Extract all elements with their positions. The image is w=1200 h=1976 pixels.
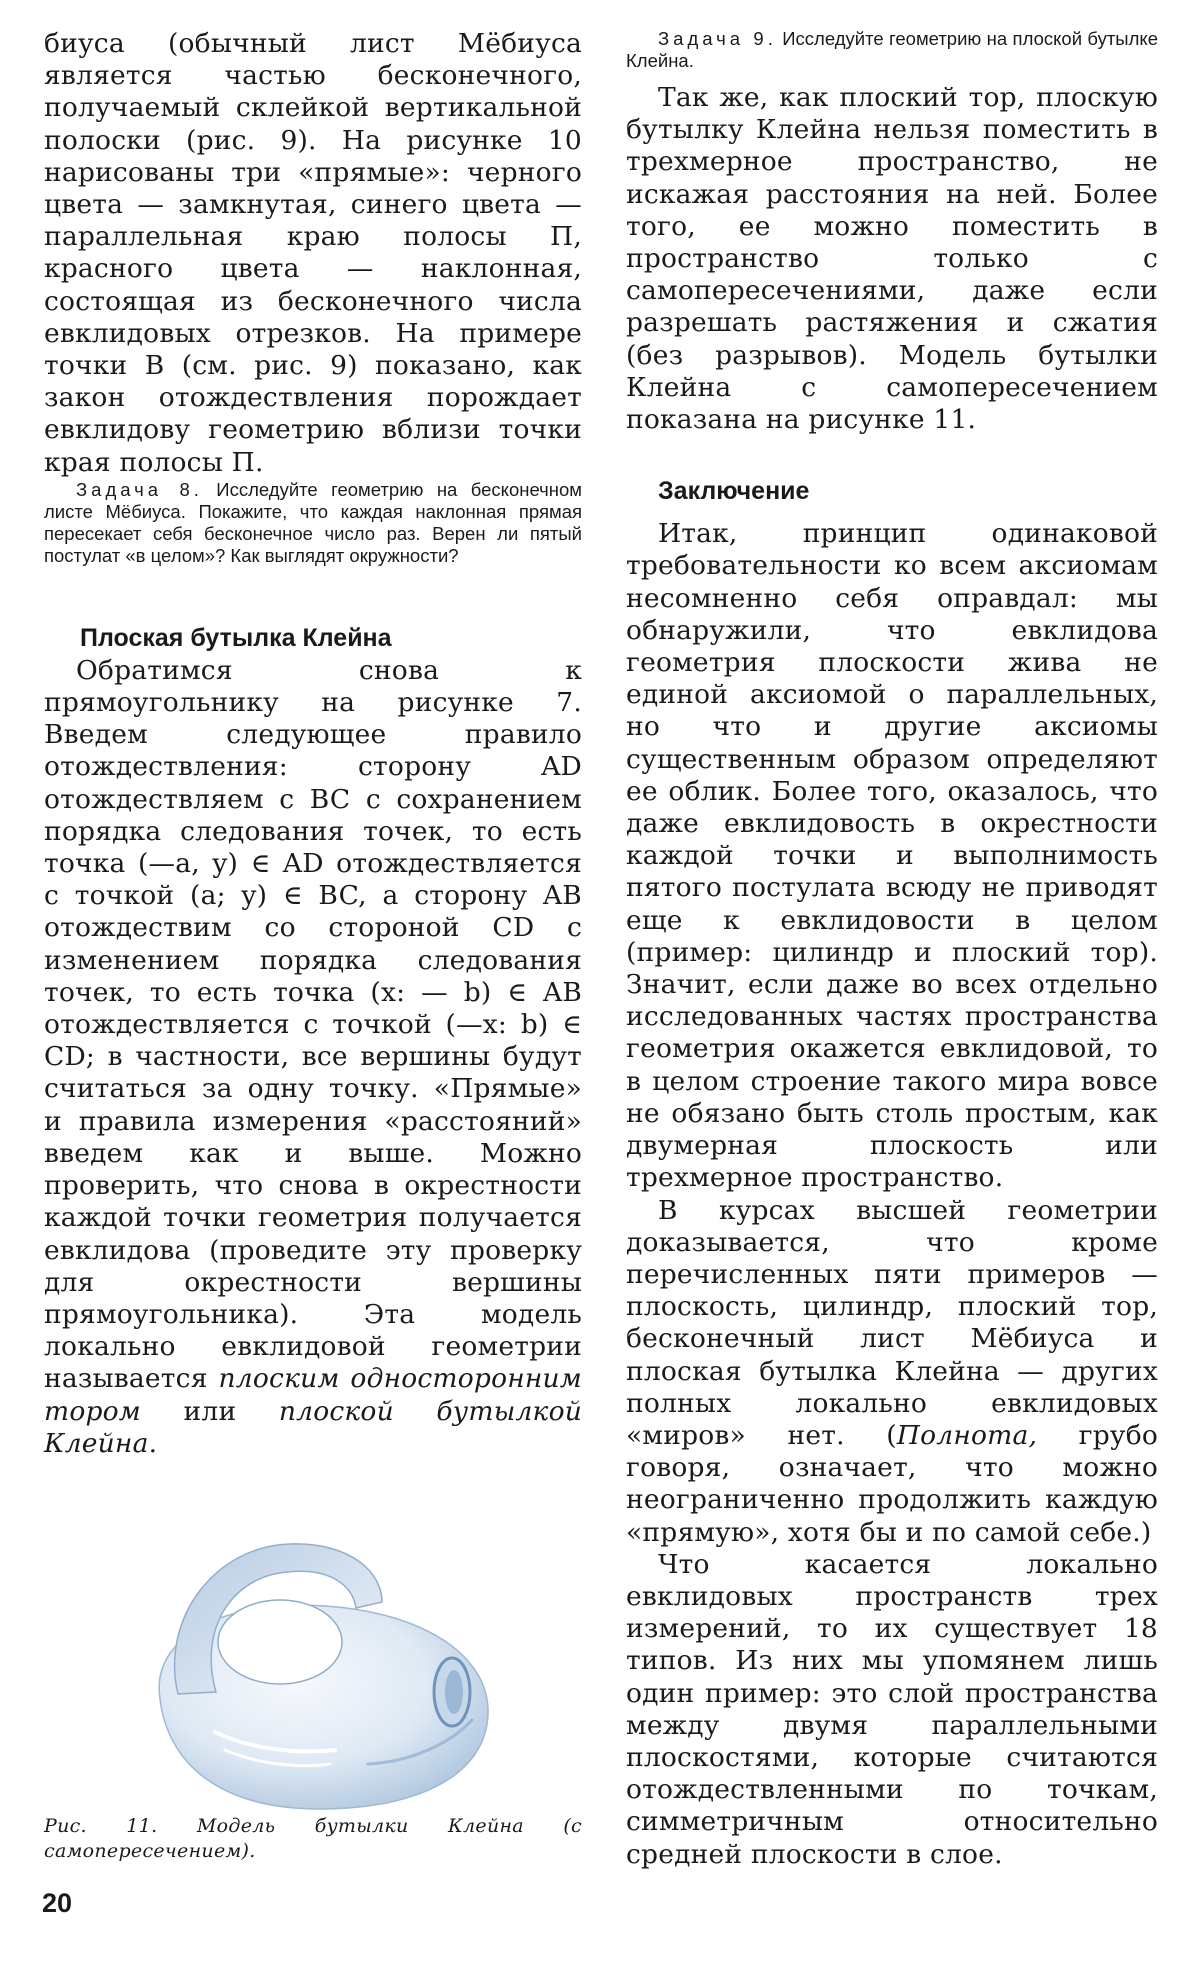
paragraph-end: . [148, 1427, 158, 1459]
task-8 [44, 479, 582, 567]
handle-opening [218, 1600, 342, 1684]
left-column [44, 28, 582, 1864]
connector-text: или [140, 1395, 279, 1427]
term-completeness: Полнота, [896, 1419, 1038, 1451]
term-flat-klein-bottle: плоской бутылкой Клейна [44, 1395, 582, 1459]
task-8-lead: Задача 8. [76, 478, 203, 500]
paragraph-embedding: Так же, как плоский тор, плоскую бутылку Клейна нельзя поместить в трехмерное пространство, не искажая расстояния на ней. Более того, ее можно поместить в пространство только с самопересечениями, даже если разрешать растяжения и сжатия (без разрывов). Модель бутылки Клейна с самопересечением показана на рисунке 11. [626, 82, 1158, 436]
task-9 [626, 28, 1158, 72]
paragraph-three-dimensions: Что касается локально евклидовых пространств трех измерений, то их существует 18 типов. Из них мы упомянем лишь один пример: это слой пространства между двумя параллельными плоскостями, которые считаются отождествленными по точкам, симметричным относительно средней плоскости в слое. [626, 1548, 1158, 1870]
classification-text-start: В курсах высшей геометрии доказывается, что кроме перечисленных пяти примеров — плоскость, цилиндр, плоский тор, бесконечный лист Мёбиуса и плоская бутылка Клейна — других полных локально евклидовых «миров» нет. ( [626, 1194, 1158, 1451]
task-9-text: Исследуйте геометрию на плоской бутылке Клейна. [626, 28, 1158, 71]
task-9-lead: Задача 9. [658, 28, 777, 49]
figure-11 [44, 1524, 582, 1864]
klein-bottle-figure [120, 1524, 520, 1814]
section-title-conclusion: Заключение [658, 477, 810, 506]
bottle-mouth-inner [445, 1670, 463, 1714]
klein-bottle-paragraph [44, 655, 582, 1460]
intro-paragraph: биуса (обычный лист Мёбиуса является частью бесконечного, получаемый склейкой вертикальной полоски (рис. 9). На рисунке 10 нарисованы три «прямые»: черного цвета — замкнутая, синего цвета — параллельная краю полосы П, красного цвета — наклонная, состоящая из бесконечного числа евклидовых отрезков. На примере точки B (см. рис. 9) показано, как закон отождествления порождает евклидову геометрию вблизи точки края полосы П. [44, 28, 582, 478]
right-column [626, 28, 1158, 1871]
section-title-klein-bottle: Плоская бутылка Клейна [80, 623, 392, 652]
term-one-sided-torus: плоским односторонним тором [44, 1363, 582, 1427]
paragraph-classification [626, 1195, 1158, 1549]
figure-caption: Рис. 11. Модель бутылки Клейна (с самопересечением). [44, 1814, 582, 1862]
klein-bottle-text: Обратимся снова к прямоугольнику на рисунке 7. Введем следующее правило отождествления: сторону AD отождествляем с BC с сохранением порядка следования точек, то есть точка (—a, y) ∈ AD отождествляется с точкой (a; y) ∈ BC, а сторону AB отождествим со стороной CD с изменением порядка следования точек, то есть точка (x: — b) ∈ AB отождествляется с точкой (—x: b) ∈ CD; в частности, все вершины будут считаться за одну точку. «Прямые» и правила измерения «расстояний» введем как и выше. Можно проверить, что снова в окрестности каждой точки геометрия получается евклидова (проведите эту проверку для окрестности вершины прямоугольника). Эта модель локально евклидовой геометрии называется [44, 654, 582, 1395]
page-number: 20 [42, 1888, 73, 1918]
task-8-text: Исследуйте геометрию на бесконечном листе Мёбиуса. Покажите, что каждая наклонная прямая пересекает себя бесконечное число раз. Верен ли пятый постулат «в целом»? Как выглядят окружности? [44, 478, 582, 566]
classification-text-end: грубо говоря, означает, что можно неограниченно продолжить каждую «прямую», хотя бы и по самой себе.) [626, 1419, 1158, 1548]
paragraph-conclusion: Итак, принцип одинаковой требовательности ко всем аксиомам несомненно себя оправдал: мы обнаружили, что евклидова геометрия плоскости жива не единой аксиомой о параллельных, но что и другие аксиомы существенным образом определяют ее облик. Более того, оказалось, что даже евклидовость в окрестности каждой точки и выполнимость пятого постулата всюду не приводят еще к евклидовости в целом (пример: цилиндр и плоский тор). Значит, если даже во всех отдельно исследованных частях пространства геометрия окажется евклидовой, то в целом строение такого мира вовсе не обязано быть столь простым, как двумерная плоскость или трехмерное пространство. [626, 518, 1158, 1194]
